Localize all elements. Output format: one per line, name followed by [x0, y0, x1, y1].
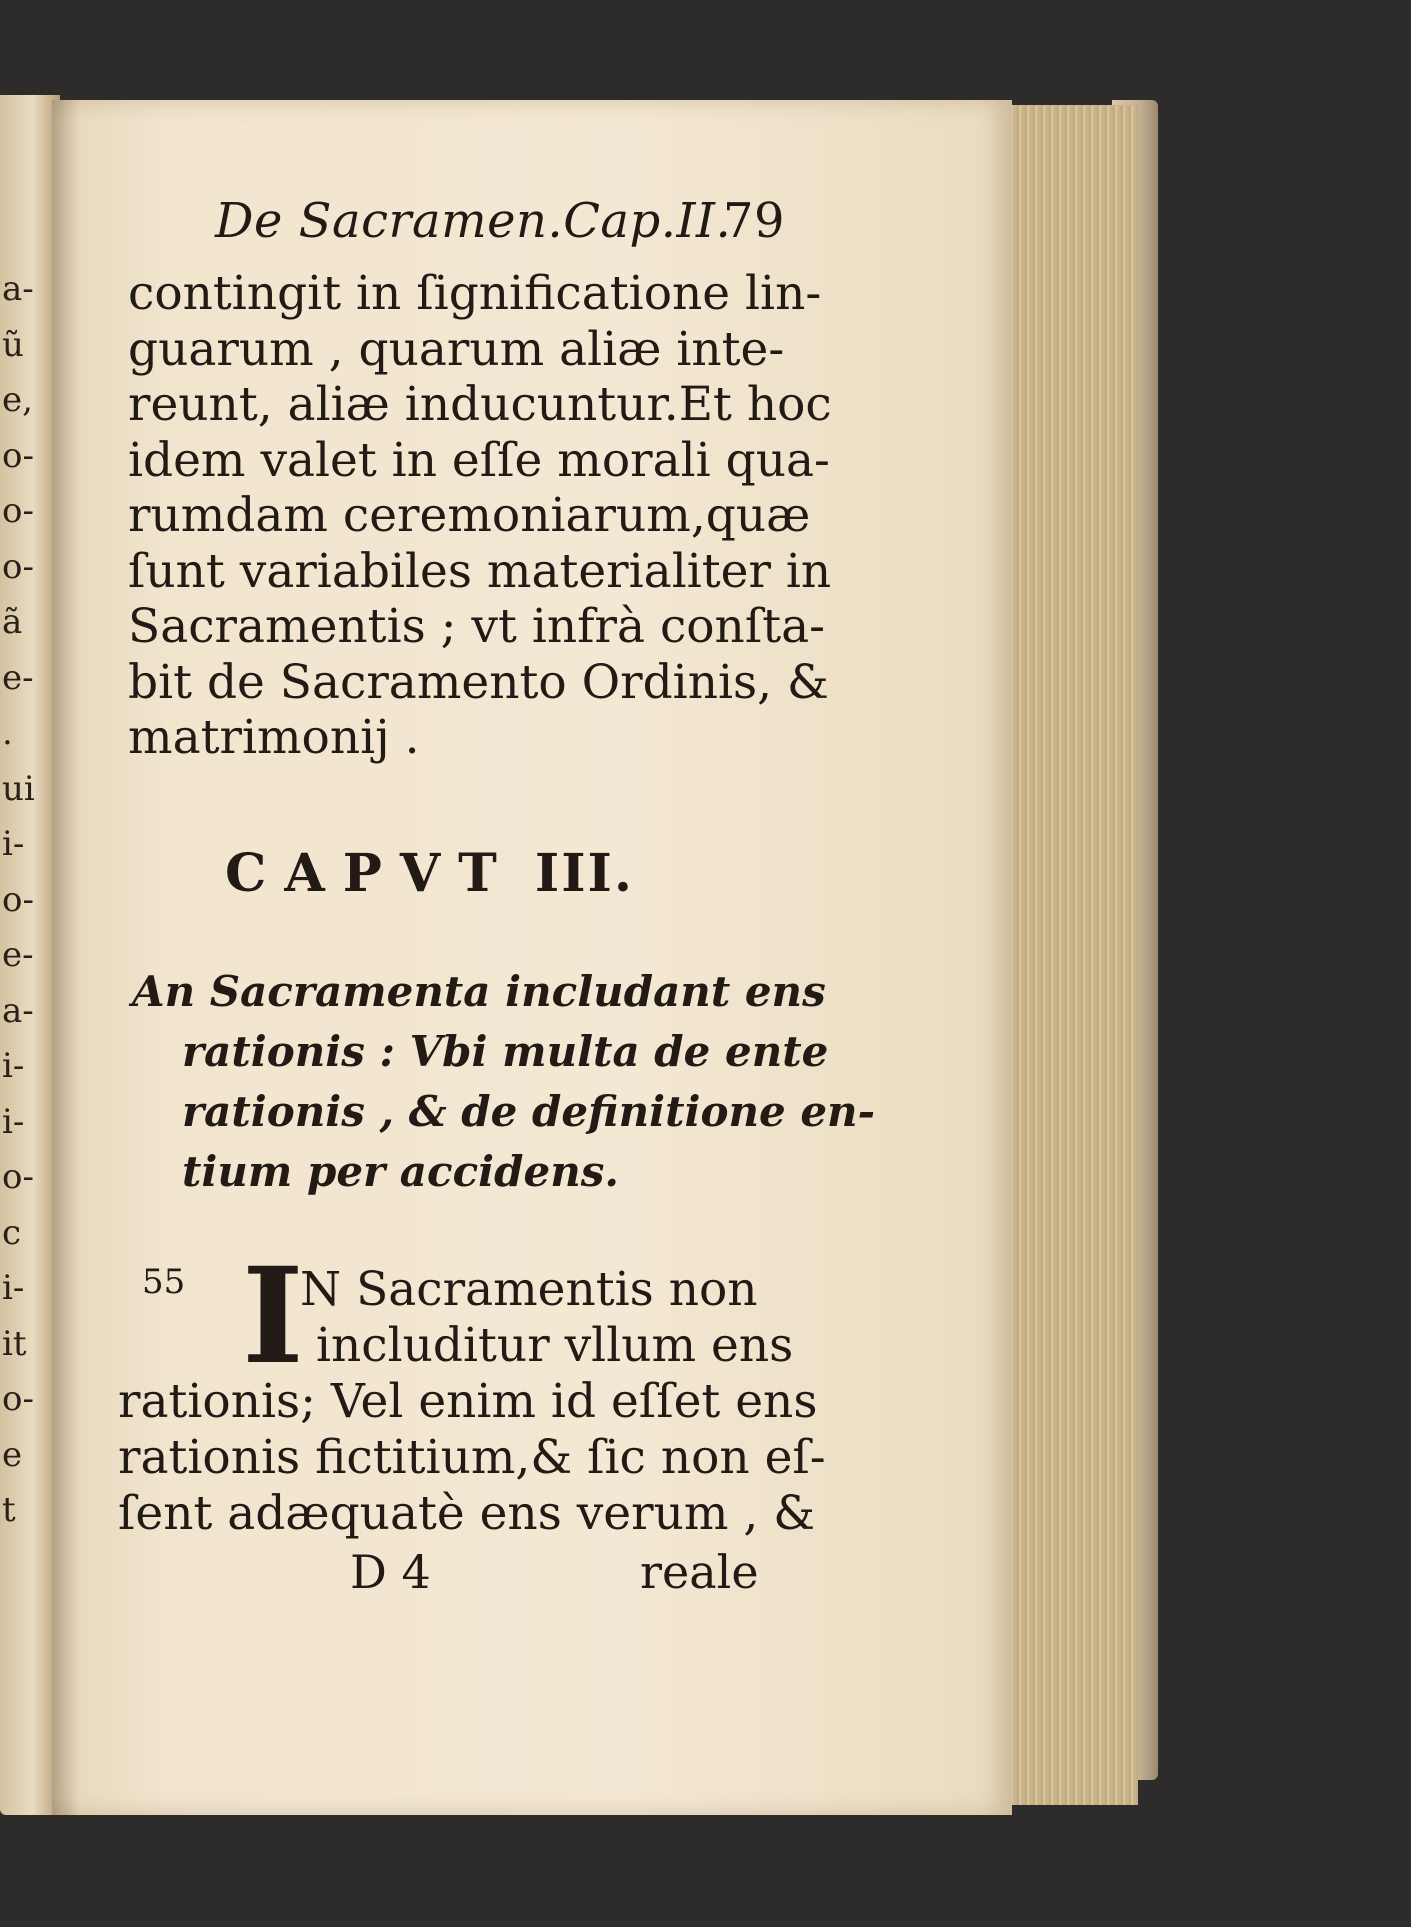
text-line: rationis; Vel enim id eſſet ens	[118, 1374, 818, 1429]
margin-fragment: i-	[2, 824, 25, 864]
text-line: rationis fictitium,& ſic non eſ-	[118, 1430, 826, 1485]
text-line: ſunt variabiles materialiter in	[128, 543, 832, 599]
text-line: includitur vllum ens	[316, 1318, 794, 1373]
running-header	[215, 193, 786, 249]
text-line: rumdam ceremoniarum,quæ	[128, 488, 811, 543]
chapter-word: CAPVT	[225, 843, 515, 904]
margin-fragment: e	[2, 1434, 23, 1475]
margin-fragment: o-	[2, 491, 34, 531]
body-text	[128, 266, 832, 766]
margin-fragment: a-	[2, 990, 34, 1031]
margin-fragment: c	[2, 1212, 22, 1253]
signature-mark: D 4	[350, 1545, 431, 1599]
margin-fragment: ui	[2, 768, 35, 809]
margin-fragment: e-	[2, 935, 34, 975]
text-line: bit de Sacramento Ordinis, &	[128, 654, 829, 710]
subheading-line: rationis , & de definitione en-	[182, 1087, 876, 1136]
drop-cap: I	[242, 1239, 304, 1394]
margin-fragment: o-	[2, 546, 34, 587]
text-line: reunt, aliæ inducuntur.Et hoc	[128, 377, 832, 432]
margin-fragment: i-	[2, 1268, 25, 1308]
text-line: guarum , quarum aliæ inte-	[128, 321, 785, 377]
margin-fragment: a-	[2, 269, 34, 309]
margin-fragment: t	[2, 1490, 16, 1530]
text-line: matrimonij .	[128, 710, 420, 765]
text-line: N Sacramentis non	[300, 1262, 758, 1317]
margin-fragment: i-	[2, 1101, 25, 1142]
subheading-line: An Sacramenta includant ens	[132, 967, 826, 1016]
text-line: Sacramentis ; vt infrà conſta-	[128, 599, 826, 654]
chapter-number: III.	[534, 843, 634, 904]
text-line: ſent adæquatè ens verum , &	[118, 1486, 816, 1541]
page-number: 79	[723, 193, 786, 249]
margin-fragment: .	[2, 713, 13, 753]
margin-fragment: ũ	[2, 324, 24, 365]
margin-fragment: e-	[2, 657, 34, 698]
margin-fragment: o-	[2, 879, 34, 920]
subheading-line: rationis : Vbi multa de ente	[182, 1027, 829, 1076]
paragraph-number: 55	[142, 1262, 186, 1302]
paragraph-text	[118, 1239, 826, 1542]
margin-fragment: o-	[2, 1379, 34, 1419]
subheading-line: tium per accidens.	[182, 1147, 620, 1196]
catchword: reale	[640, 1545, 759, 1599]
margin-fragment: o-	[2, 435, 34, 476]
chapter-heading	[225, 843, 634, 904]
text-line: contingit in ſignificatione lin-	[128, 266, 822, 321]
running-title: De Sacramen.Cap.II.	[215, 193, 732, 249]
text-line: idem valet in eſſe morali qua-	[128, 432, 830, 488]
catchline	[350, 1545, 759, 1599]
margin-fragment: it	[2, 1323, 27, 1364]
chapter-subheading	[132, 962, 875, 1202]
left-page-margin-fragments	[2, 262, 52, 1539]
margin-fragment: ã	[2, 602, 23, 642]
margin-fragment: o-	[2, 1157, 34, 1197]
margin-fragment: i-	[2, 1046, 25, 1086]
spine-shadow	[52, 100, 80, 1815]
margin-fragment: e,	[2, 380, 33, 420]
